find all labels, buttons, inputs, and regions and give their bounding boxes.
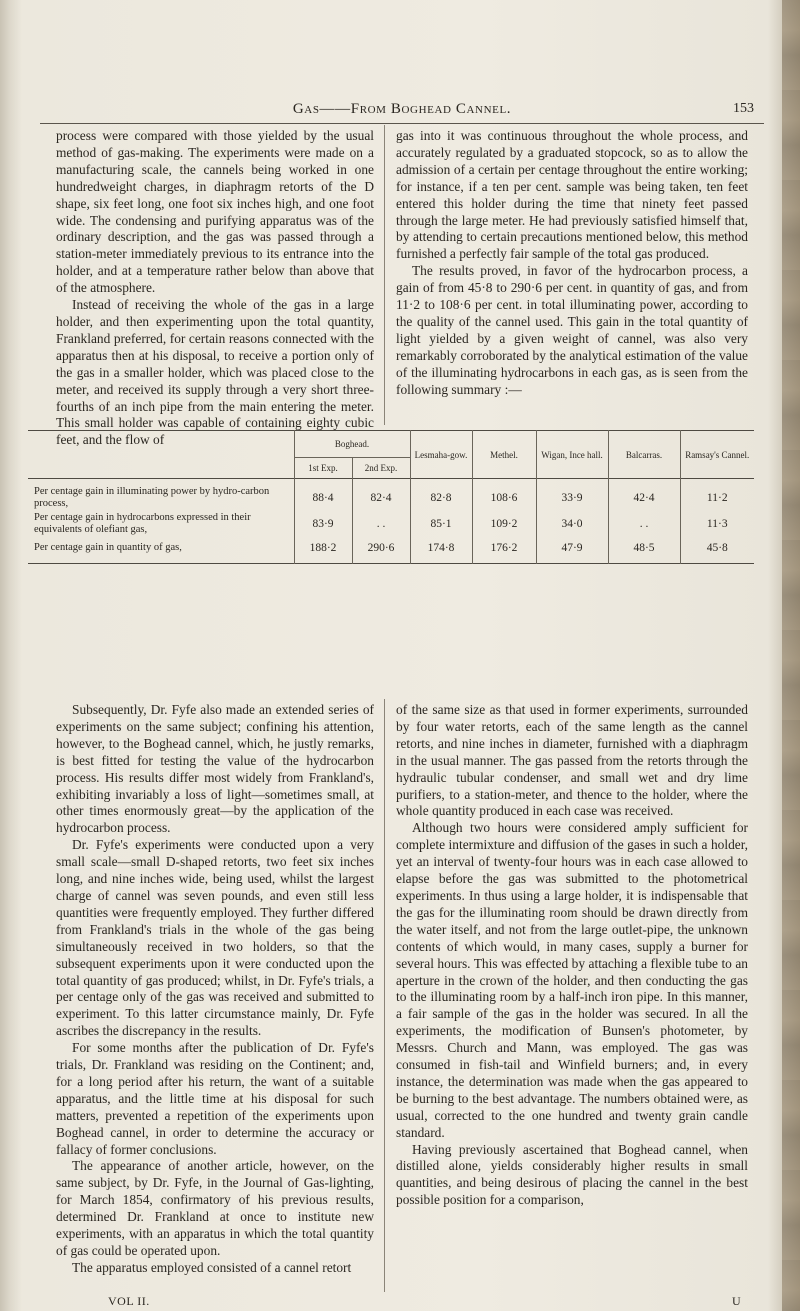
row-label: Per centage gain in hydrocarbons expressed in their equivalents of olefiant gas, (34, 512, 251, 535)
volume-signature: VOL II. (108, 1294, 150, 1308)
column-subheader: 2nd Exp. (352, 458, 410, 479)
column-subheader: 1st Exp. (294, 458, 352, 479)
column-header: Wigan, Ince hall. (536, 431, 608, 479)
paragraph: Dr. Fyfe's experiments were conducted upon a very small scale—small D-shaped retorts, two feet six inches long, and nine inches wide, being used, whilst the largest charge of cannel was seven pounds, and even still less quantities were frequently employed. They further differed from Frankland's trials in the whole of the gas being simultaneously received in two holders, so that the subsequent experiments upon it were conducted upon the total quantity of gas produced; whilst, in Dr. Fyfe's trials, a per centage only of the gas was received and submitted to experiment. To this latter circumstance mainly, Dr. Fyfe ascribes the discrepancy in the results. (56, 837, 374, 1039)
upper-right-column (396, 128, 748, 399)
column-header-boghead: Boghead. (294, 431, 410, 458)
table-cell-empty: . . (352, 511, 410, 537)
paragraph: of the same size as that used in former experiments, surrounded by four water retorts, each of the same length as the cannel retorts, and nine inches in diameter, furnished with a diaphragm in the usual manner. The gas passed from the retorts through the hydraulic tubular condenser, and small wet and dry lime purifiers, to a station-meter, and thence to the holder, where the whole quantity produced in each case was received. (396, 702, 748, 819)
column-header: Balcarras. (608, 431, 680, 479)
paragraph: process were compared with those yielded by the usual method of gas-making. The experiments were made on a manufacturing scale, the cannels being worked in one hundredweight charges, in diaphragm retorts of the D shape, six feet long, one foot six inches high, and one foot wide. The condensing and purifying apparatus was of the ordinary description, and the gas was passed through a station-meter immediately previous to its entrance into the holder, and at a temperature rather below than above that of the atmosphere. (56, 128, 374, 296)
paragraph: The appearance of another article, however, on the same subject, by Dr. Fyfe, in the Journal of Gas-lighting, for March 1854, confirmatory of his previous results, determined Dr. Frankland at once to institute new experiments, with an apparatus in which the total quantity of gas could be operated upon. (56, 1158, 374, 1258)
paragraph: Subsequently, Dr. Fyfe also made an extended series of experiments on the same subject; confining his attention, however, to the Boghead cannel, which, he justly remarks, is best fitted for testing the value of the hydrocarbon process. His results differ most widely from Frankland's, exhibiting invariably a loss of light—sometimes small, at other times enormously great—by the application of the hydrocarbon process. (56, 702, 374, 836)
table-cell: 174·8 (410, 537, 472, 564)
column-header: Ramsay's Cannel. (680, 431, 754, 479)
table-cell: 48·5 (608, 537, 680, 564)
paragraph: Although two hours were considered amply sufficient for complete intermixture and diffusion of the gases in such a holder, yet an interval of twenty-four hours was in each case allowed to elapse before the gas was submitted to the photometrical experiments. In thus using a large holder, it is indispensable that the gas for the illuminating room should be drawn directly from the water itself, and not from the large outlet-pipe, the unknown contents of which would, in many cases, supply a burner for several hours. This was effected by attaching a flexible tube to an aperture in the crown of the holder, and then conducting the gas to the illuminating room by a half-inch iron pipe. In this manner, a fair sample of the gas in the holder was secured. In all the experiments, the modification of Bunsen's photometer, by Messrs. Church and Mann, was employed. The gas was consumed in fish-tail and Winfield burners; and, in every instance, the determination was made when the gas appeared to be burning to the best advantage. The numbers obtained were, as usual, corrected to the one hundred and twenty grain candle standard. (396, 820, 748, 1140)
table-cell: 109·2 (472, 511, 536, 537)
paragraph: Having previously ascertained that Boghead cannel, when distilled alone, yields considerably higher results in small quantities, and being desirous of placing the cannel in the best possible position for a comparison, (396, 1141, 748, 1208)
column-header: Methel. (472, 431, 536, 479)
table-cell: 33·9 (536, 479, 608, 512)
table-row (28, 479, 754, 512)
table-cell: 176·2 (472, 537, 536, 564)
table-cell-empty: . . (608, 511, 680, 537)
lower-left-column (56, 702, 374, 1277)
running-head (40, 101, 764, 124)
table-cell: 88·4 (294, 479, 352, 512)
table-cell: 82·8 (410, 479, 472, 512)
table-cell: 290·6 (352, 537, 410, 564)
book-spine-edge (782, 0, 800, 1311)
paragraph: Instead of receiving the whole of the gas in a large holder, and then experimenting upon the total quantity, Frankland preferred, for certain reasons connected with the apparatus then at his disposal, to receive a portion only of the gas in a smaller holder, which was placed close to the meter, and received its supply through a very short three-fourths of an inch pipe from the main entering the meter. This small holder was capable of containing eighty cubic feet, and the flow of (56, 297, 374, 448)
column-rule-upper (384, 125, 385, 425)
paragraph: The results proved, in favor of the hydrocarbon process, a gain of from 45·8 to 290·6 per cent. in quantity of gas, and from 11·2 to 108·6 per cent. in total illuminating power, according to the quality of the cannel used. This gain in the total quantity of light yielded by a given weight of cannel, was also very remarkably corroborated by the analytical estimation of the value of the illuminating hydrocarbons in each gas, as is seen from the following summary :— (396, 263, 748, 397)
table-cell: 108·6 (472, 479, 536, 512)
row-label: Per centage gain in quantity of gas, (34, 542, 182, 553)
table-row (28, 511, 754, 537)
running-head-title: Gas——From Boghead Cannel. (292, 101, 512, 117)
table-cell: 34·0 (536, 511, 608, 537)
table-cell: 85·1 (410, 511, 472, 537)
table-cell: 82·4 (352, 479, 410, 512)
table-cell: 45·8 (680, 537, 754, 564)
table-cell: 188·2 (294, 537, 352, 564)
table-corner (28, 431, 294, 479)
table-cell: 42·4 (608, 479, 680, 512)
paragraph: The apparatus employed consisted of a cannel retort (72, 1259, 352, 1275)
page-number: 153 (733, 101, 754, 116)
summary-table (28, 430, 754, 564)
column-rule-lower (384, 699, 385, 1292)
lower-right-column (396, 702, 748, 1209)
upper-left-column (56, 128, 374, 449)
table-cell: 47·9 (536, 537, 608, 564)
gathering-signature: U (732, 1294, 741, 1308)
row-label: Per centage gain in illuminating power by hydro-carbon process, (28, 479, 294, 512)
column-header: Lesmaha-gow. (410, 431, 472, 479)
paragraph: For some months after the publication of Dr. Fyfe's trials, Dr. Frankland was residing on the Continent; and, for a long period after his return, the want of a suitable apparatus, and the little time at his disposal for such matters, prevented a repetition of the experiments upon Boghead cannel, in order to determine the accuracy or fallacy of former conclusions. (56, 1040, 374, 1157)
paragraph: gas into it was continuous throughout the whole process, and accurately regulated by a graduated stopcock, so as to allow the admission of a certain per centage throughout the entire working; for instance, if a ten per cent. sample was being taken, ten feet entered this holder during the time that ninety feet passed through the large meter. He had previously satisfied himself that, by attending to certain precautions mentioned below, this method furnished a perfectly fair sample of the total gas produced. (396, 128, 748, 262)
table-cell: 11·3 (680, 511, 754, 537)
table-row (28, 537, 754, 564)
table-cell: 83·9 (294, 511, 352, 537)
table-cell: 11·2 (680, 479, 754, 512)
